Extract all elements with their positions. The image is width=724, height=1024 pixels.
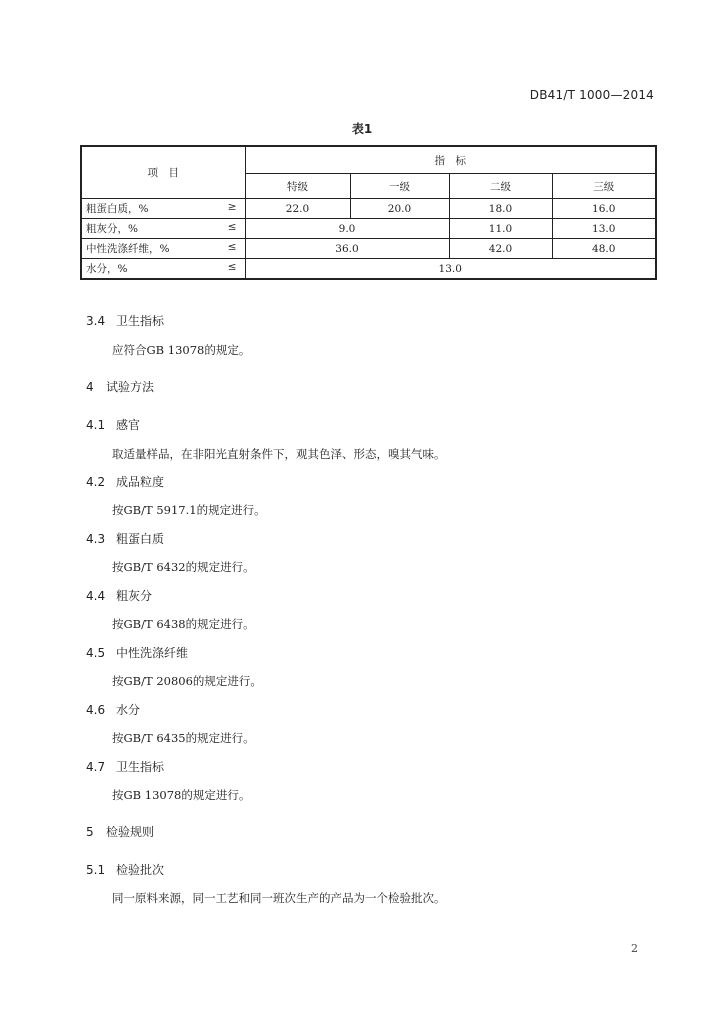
section-text: 应符合GB 13078的规定。 bbox=[112, 343, 251, 357]
section-text: 按GB/T 6435的规定进行。 bbox=[112, 731, 255, 745]
section-text: 按GB 13078的规定进行。 bbox=[112, 788, 251, 802]
cell: 9.0 bbox=[245, 219, 449, 239]
row-symbol: ≤ bbox=[227, 261, 237, 273]
section-text: 按GB/T 6438的规定进行。 bbox=[112, 617, 255, 631]
table-row bbox=[81, 239, 656, 259]
cell: 36.0 bbox=[245, 239, 449, 259]
section-heading: 4.2 成品粒度 bbox=[86, 475, 165, 489]
cell: 18.0 bbox=[449, 199, 552, 219]
section-heading: 4.3 粗蛋白质 bbox=[86, 532, 165, 546]
page-number: 2 bbox=[631, 942, 638, 955]
section-text: 按GB/T 20806的规定进行。 bbox=[112, 674, 262, 688]
row-label: 水分，% bbox=[86, 263, 128, 275]
section-heading: 5 检验规则 bbox=[86, 825, 155, 839]
cell: 11.0 bbox=[449, 219, 552, 239]
cell: 20.0 bbox=[350, 199, 449, 219]
section-heading: 3.4 卫生指标 bbox=[86, 314, 165, 328]
row-label: 粗蛋白质，% bbox=[86, 203, 149, 215]
row-label: 中性洗涤纤维，% bbox=[86, 243, 170, 255]
cell: 13.0 bbox=[552, 219, 656, 239]
section-text: 取适量样品，在非阳光直射条件下，观其色泽、形态，嗅其气味。 bbox=[112, 447, 446, 461]
section-heading: 4.1 感官 bbox=[86, 418, 141, 432]
table-title: 表1 bbox=[351, 122, 373, 136]
section-heading: 4.6 水分 bbox=[86, 703, 141, 717]
row-symbol: ≥ bbox=[227, 201, 237, 213]
section-heading: 5.1 检验批次 bbox=[86, 863, 165, 877]
grade-header: 三级 bbox=[552, 174, 656, 199]
row-label: 粗灰分，% bbox=[86, 223, 138, 235]
grade-header: 二级 bbox=[449, 174, 552, 199]
section-heading: 4.7 卫生指标 bbox=[86, 760, 165, 774]
section-heading: 4.5 中性洗涤纤维 bbox=[86, 646, 189, 660]
cell: 16.0 bbox=[552, 199, 656, 219]
cell: 42.0 bbox=[449, 239, 552, 259]
grade-header: 一级 bbox=[350, 174, 449, 199]
section-heading: 4.4 粗灰分 bbox=[86, 589, 153, 603]
section-text: 按GB/T 6432的规定进行。 bbox=[112, 560, 255, 574]
standard-number: DB41/T 1000—2014 bbox=[529, 88, 654, 102]
section-heading: 4 试验方法 bbox=[86, 380, 155, 394]
section-text: 按GB/T 5917.1的规定进行。 bbox=[112, 503, 266, 517]
row-symbol: ≤ bbox=[227, 221, 237, 233]
header-index: 指 标 bbox=[245, 146, 656, 174]
cell: 13.0 bbox=[245, 259, 656, 280]
grade-header: 特级 bbox=[245, 174, 350, 199]
header-item: 项 目 bbox=[81, 146, 245, 199]
section-text: 同一原料来源，同一工艺和同一班次生产的产品为一个检验批次。 bbox=[112, 891, 446, 905]
table-row bbox=[81, 259, 656, 280]
table-row bbox=[81, 199, 656, 219]
cell: 48.0 bbox=[552, 239, 656, 259]
spec-table bbox=[80, 145, 657, 280]
row-symbol: ≤ bbox=[227, 241, 237, 253]
cell: 22.0 bbox=[245, 199, 350, 219]
table-row bbox=[81, 219, 656, 239]
